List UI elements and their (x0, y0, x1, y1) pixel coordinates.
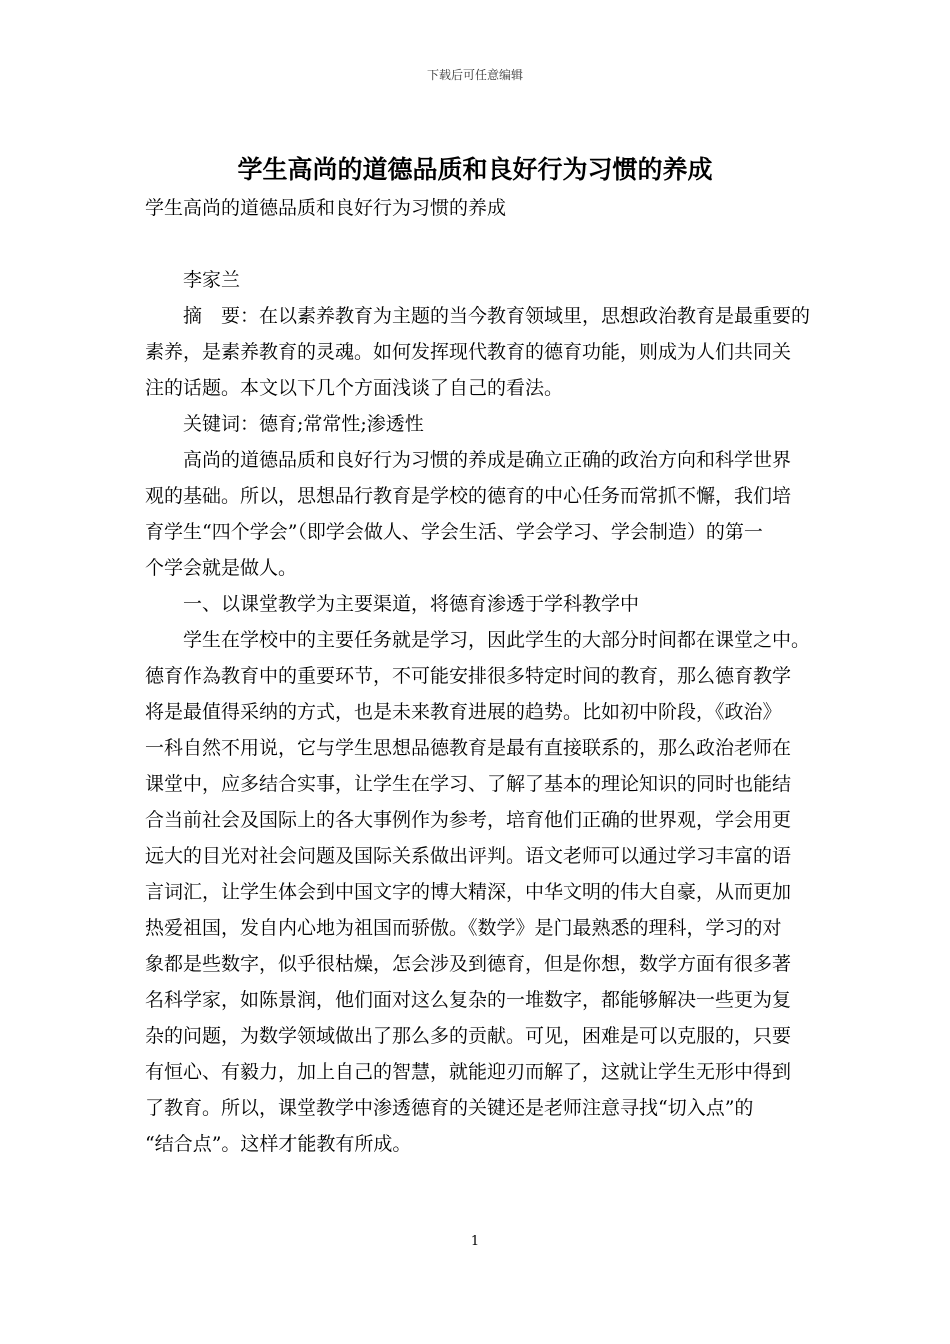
page-number: 1 (470, 1234, 480, 1249)
section-body-line: 言词汇，让学生体会到中国文字的博大精深，中华文明的伟大自豪，从而更加 (145, 881, 792, 903)
document-body (145, 190, 810, 1162)
page-header-note: 下载后可任意编辑 (426, 68, 523, 82)
abstract-line: 摘 要：在以素养教育为主题的当今教育领域里，思想政治教育是最重要的 (183, 305, 810, 327)
section-body-line: 学生在学校中的主要任务就是学习，因此学生的大部分时间都在课堂之中。 (183, 629, 810, 651)
section-body-line: “结合点”。这样才能教有所成。 (145, 1133, 412, 1155)
blank-line (145, 226, 810, 262)
intro-line: 高尚的道德品质和良好行为习惯的养成是确立正确的政治方向和科学世界 (183, 449, 792, 471)
section-body-line: 德育作為教育中的重要环节，不可能安排很多特定时间的教育，那么德育教学 (145, 665, 792, 687)
section-body-line: 课堂中，应多结合实事，让学生在学习、了解了基本的理论知识的同时也能结 (145, 773, 792, 795)
section-body-line: 有恒心、有毅力，加上自己的智慧，就能迎刃而解了，这就让学生无形中得到 (145, 1061, 792, 1083)
section-body-line: 一科自然不用说，它与学生思想品德教育是最有直接联系的，那么政治老师在 (145, 737, 792, 759)
section-body-line: 了教育。所以，课堂教学中渗透德育的关键还是老师注意寻找“切入点”的 (145, 1097, 754, 1119)
section-body-line: 热爱祖国，发自内心地为祖国而骄傲。《数学》是门最熟悉的理科，学习的对 (145, 917, 782, 939)
intro-line: 观的基础。所以，思想品行教育是学校的德育的中心任务而常抓不懈，我们培 (145, 485, 792, 507)
section-body-line: 将是最值得采纳的方式，也是未来教育进展的趋势。比如初中阶段，《政治》 (145, 701, 782, 723)
author-name: 李家兰 (183, 269, 241, 291)
section-body-line: 杂的问题，为数学领域做出了那么多的贡献。可见，困难是可以克服的，只要 (145, 1025, 792, 1047)
abstract-line: 素养，是素养教育的灵魂。如何发挥现代教育的德育功能，则成为人们共同关 (145, 341, 792, 363)
section-body-line: 象都是些数字，似乎很枯燥，怎会涉及到德育，但是你想，数学方面有很多著 (145, 953, 792, 975)
document-subtitle: 学生高尚的道德品质和良好行为习惯的养成 (145, 197, 507, 219)
intro-line: 育学生“四个学会”（即学会做人、学会生活、学会学习、学会制造）的第一 (145, 521, 763, 543)
intro-line: 个学会就是做人。 (145, 557, 298, 579)
section-body-line: 名科学家，如陈景润，他们面对这么复杂的一堆数字，都能够解决一些更为复 (145, 989, 792, 1011)
section-body-line: 远大的目光对社会问题及国际关系做出评判。语文老师可以通过学习丰富的语 (145, 845, 792, 867)
keywords-line: 关键词：德育;常常性;渗透性 (183, 413, 424, 435)
section-heading: 一、以课堂教学为主要渠道，将德育渗透于学科教学中 (183, 593, 640, 615)
section-body-line: 合当前社会及国际上的各大事例作为参考，培育他们正确的世界观，学会用更 (145, 809, 792, 831)
abstract-line: 注的话题。本文以下几个方面浅谈了自己的看法。 (145, 377, 564, 399)
document-title: 学生高尚的道德品质和良好行为习惯的养成 (237, 155, 713, 184)
